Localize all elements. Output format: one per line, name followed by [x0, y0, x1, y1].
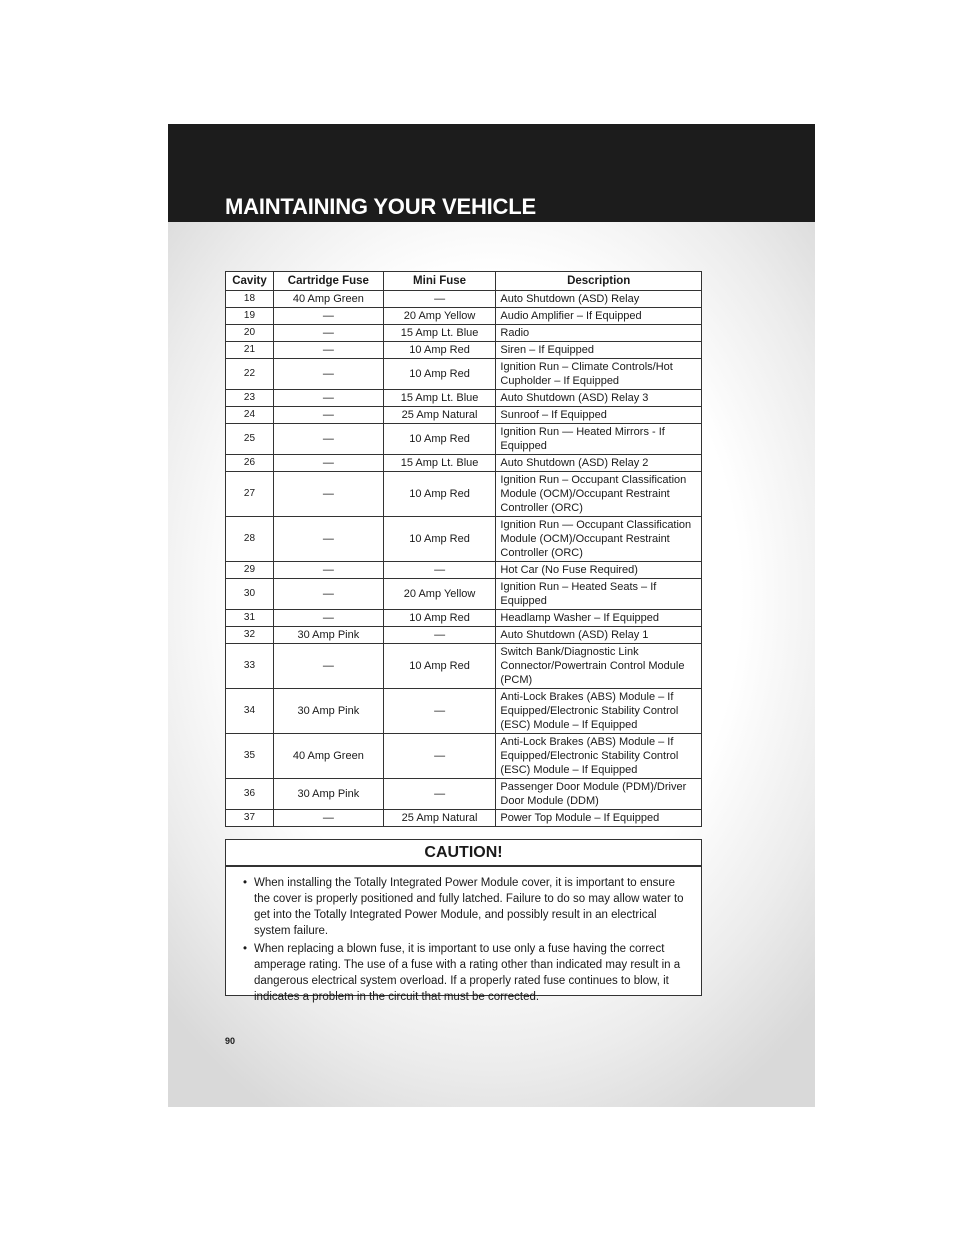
cell-cartridge-fuse: — — [273, 610, 383, 627]
cell-description: Sunroof – If Equipped — [496, 407, 702, 424]
cell-mini-fuse: 10 Amp Red — [383, 644, 496, 689]
cell-cavity: 28 — [226, 517, 274, 562]
cell-description: Anti-Lock Brakes (ABS) Module – If Equipped/Electronic Stability Control (ESC) Module – If Equipped — [496, 689, 702, 734]
cell-cartridge-fuse: — — [273, 325, 383, 342]
cell-cartridge-fuse: — — [273, 390, 383, 407]
cell-description: Ignition Run – Occupant Classification Module (OCM)/Occupant Restraint Controller (ORC) — [496, 472, 702, 517]
column-header-cavity: Cavity — [226, 272, 274, 291]
table-row — [226, 291, 702, 308]
table-row — [226, 734, 702, 779]
cell-description: Ignition Run — Heated Mirrors - If Equipped — [496, 424, 702, 455]
page-number: 90 — [225, 1036, 236, 1046]
cell-cavity: 29 — [226, 562, 274, 579]
cell-cartridge-fuse: 30 Amp Pink — [273, 689, 383, 734]
column-header-description: Description — [496, 272, 702, 291]
cell-cartridge-fuse: — — [273, 455, 383, 472]
table-row — [226, 308, 702, 325]
caution-title: CAUTION! — [226, 840, 701, 867]
table-row — [226, 610, 702, 627]
cell-mini-fuse: 20 Amp Yellow — [383, 579, 496, 610]
cell-mini-fuse: 10 Amp Red — [383, 359, 496, 390]
cell-cavity: 32 — [226, 627, 274, 644]
cell-cartridge-fuse: — — [273, 562, 383, 579]
cell-cavity: 23 — [226, 390, 274, 407]
table-row — [226, 579, 702, 610]
fuse-table — [225, 271, 702, 827]
table-row — [226, 779, 702, 810]
cell-description: Headlamp Washer – If Equipped — [496, 610, 702, 627]
column-header-mini-fuse: Mini Fuse — [383, 272, 496, 291]
cell-cartridge-fuse: — — [273, 424, 383, 455]
cell-cavity: 20 — [226, 325, 274, 342]
cell-mini-fuse: 10 Amp Red — [383, 342, 496, 359]
cell-mini-fuse: — — [383, 562, 496, 579]
cell-mini-fuse: — — [383, 779, 496, 810]
cell-cavity: 31 — [226, 610, 274, 627]
cell-cartridge-fuse: 40 Amp Green — [273, 734, 383, 779]
cell-cavity: 30 — [226, 579, 274, 610]
caution-item-text: When installing the Totally Integrated Power Module cover, it is important to ensure the cover is properly positioned and fully latched. Failure to do so may allow water to get into the Totally Integrated Power Module, and possibly result in an electrical system failure. — [254, 877, 684, 937]
table-row — [226, 407, 702, 424]
cell-description: Switch Bank/Diagnostic Link Connector/Powertrain Control Module (PCM) — [496, 644, 702, 689]
cell-mini-fuse: 10 Amp Red — [383, 610, 496, 627]
cell-cartridge-fuse: — — [273, 308, 383, 325]
table-row — [226, 342, 702, 359]
caution-box — [225, 839, 702, 1003]
cell-cartridge-fuse: — — [273, 579, 383, 610]
cell-cartridge-fuse: — — [273, 342, 383, 359]
table-row — [226, 359, 702, 390]
table-row — [226, 627, 702, 644]
table-row — [226, 689, 702, 734]
bullet-glyph: • — [243, 877, 248, 889]
cell-mini-fuse: 15 Amp Lt. Blue — [383, 390, 496, 407]
table-row — [226, 562, 702, 579]
caution-item-text: When replacing a blown fuse, it is important to use only a fuse having the correct amperage rating. The use of a fuse with a rating other than indicated may result in a dangerous electrical system overload. If a properly rated fuse continues to blow, it indicates a problem in the circuit that must be corrected. — [254, 943, 681, 1003]
cell-description: Radio — [496, 325, 702, 342]
cell-cavity: 35 — [226, 734, 274, 779]
cell-cavity: 21 — [226, 342, 274, 359]
caution-item — [243, 941, 693, 1005]
cell-mini-fuse: — — [383, 689, 496, 734]
cell-cavity: 36 — [226, 779, 274, 810]
table-row — [226, 390, 702, 407]
column-header-cartridge-fuse: Cartridge Fuse — [273, 272, 383, 291]
cell-description: Audio Amplifier – If Equipped — [496, 308, 702, 325]
fuse-table-body — [226, 291, 702, 827]
cell-cartridge-fuse: — — [273, 407, 383, 424]
bullet-glyph: • — [243, 943, 248, 955]
cell-mini-fuse: 15 Amp Lt. Blue — [383, 455, 496, 472]
cell-mini-fuse: — — [383, 734, 496, 779]
cell-cavity: 26 — [226, 455, 274, 472]
cell-cartridge-fuse: 40 Amp Green — [273, 291, 383, 308]
cell-description: Anti-Lock Brakes (ABS) Module – If Equipped/Electronic Stability Control (ESC) Module – If Equipped — [496, 734, 702, 779]
cell-mini-fuse: 25 Amp Natural — [383, 810, 496, 827]
cell-cartridge-fuse: — — [273, 359, 383, 390]
cell-description: Auto Shutdown (ASD) Relay 3 — [496, 390, 702, 407]
cell-cartridge-fuse: — — [273, 517, 383, 562]
cell-cartridge-fuse: — — [273, 472, 383, 517]
cell-description: Auto Shutdown (ASD) Relay 1 — [496, 627, 702, 644]
cell-cavity: 27 — [226, 472, 274, 517]
cell-cavity: 24 — [226, 407, 274, 424]
table-header-row — [226, 272, 702, 291]
cell-cartridge-fuse: — — [273, 810, 383, 827]
cell-mini-fuse: 15 Amp Lt. Blue — [383, 325, 496, 342]
cell-description: Power Top Module – If Equipped — [496, 810, 702, 827]
section-header — [168, 124, 815, 222]
cell-mini-fuse: 10 Amp Red — [383, 424, 496, 455]
table-row — [226, 517, 702, 562]
cell-description: Ignition Run – Heated Seats – If Equipped — [496, 579, 702, 610]
cell-description: Siren – If Equipped — [496, 342, 702, 359]
manual-page — [168, 124, 815, 1107]
cell-description: Ignition Run — Occupant Classification Module (OCM)/Occupant Restraint Controller (ORC) — [496, 517, 702, 562]
cell-mini-fuse: 10 Amp Red — [383, 472, 496, 517]
cell-cavity: 37 — [226, 810, 274, 827]
table-row — [226, 325, 702, 342]
table-row — [226, 810, 702, 827]
cell-description: Ignition Run – Climate Controls/Hot Cupholder – If Equipped — [496, 359, 702, 390]
cell-mini-fuse: — — [383, 291, 496, 308]
cell-description: Auto Shutdown (ASD) Relay 2 — [496, 455, 702, 472]
cell-mini-fuse: 10 Amp Red — [383, 517, 496, 562]
cell-cartridge-fuse: 30 Amp Pink — [273, 779, 383, 810]
cell-cavity: 33 — [226, 644, 274, 689]
cell-mini-fuse: 20 Amp Yellow — [383, 308, 496, 325]
cell-cartridge-fuse: 30 Amp Pink — [273, 627, 383, 644]
table-row — [226, 424, 702, 455]
cell-cavity: 25 — [226, 424, 274, 455]
cell-cavity: 22 — [226, 359, 274, 390]
caution-list — [226, 867, 701, 1005]
cell-description: Hot Car (No Fuse Required) — [496, 562, 702, 579]
cell-description: Passenger Door Module (PDM)/Driver Door Module (DDM) — [496, 779, 702, 810]
cell-cavity: 18 — [226, 291, 274, 308]
table-row — [226, 644, 702, 689]
cell-mini-fuse: 25 Amp Natural — [383, 407, 496, 424]
caution-item — [243, 875, 693, 939]
cell-cavity: 34 — [226, 689, 274, 734]
section-title: MAINTAINING YOUR VEHICLE — [225, 194, 536, 219]
table-row — [226, 455, 702, 472]
cell-cartridge-fuse: — — [273, 644, 383, 689]
cell-cavity: 19 — [226, 308, 274, 325]
table-row — [226, 472, 702, 517]
cell-mini-fuse: — — [383, 627, 496, 644]
cell-description: Auto Shutdown (ASD) Relay — [496, 291, 702, 308]
